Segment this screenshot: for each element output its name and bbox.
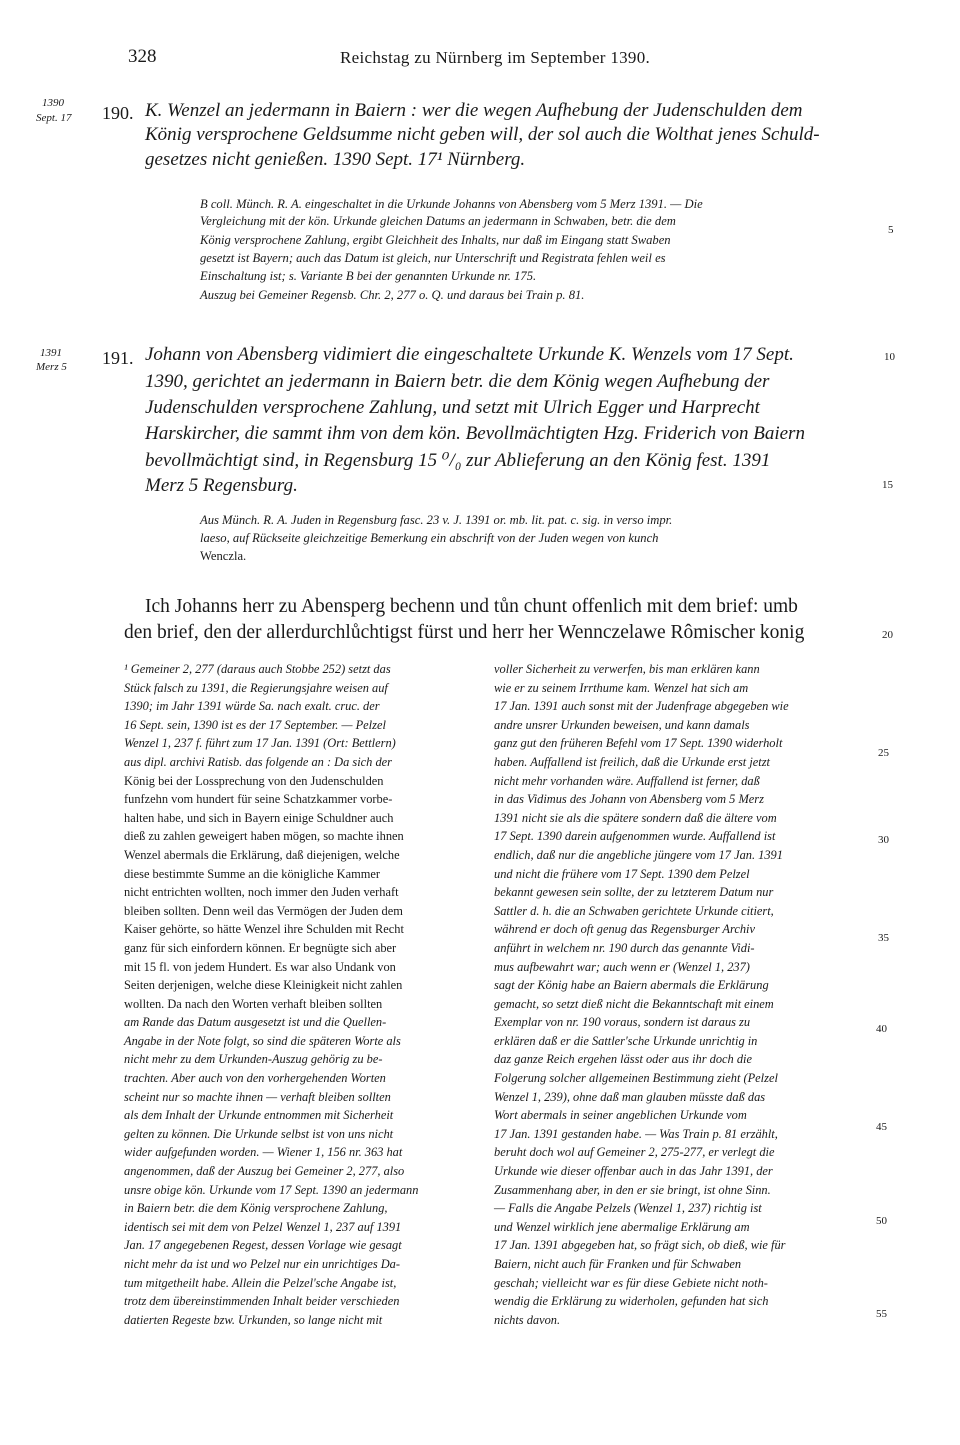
footnote-line: anführt in welchem nr. 190 durch das genannte Vidi- bbox=[494, 940, 755, 955]
source-note-line: B coll. Münch. R. A. eingeschaltet in die Urkunde Johanns von Abensberg vom 5 Merz 1391. — Die bbox=[200, 197, 703, 211]
footnote-line: identisch sei mit dem von Pelzel Wenzel 1, 237 auf 1391 bbox=[124, 1219, 402, 1234]
footnote-line: am Rande das Datum ausgesetzt ist und die Quellen- bbox=[124, 1015, 387, 1030]
footnote-line: bleiben sollten. Denn weil das Vermögen der Juden dem bbox=[124, 903, 403, 918]
footnote-line: unsre obige kön. Urkunde vom 17 Sept. 1390 an jedermann bbox=[124, 1182, 419, 1197]
footnote-line: in Baiern betr. die dem König versprochene Zahlung, bbox=[124, 1201, 388, 1216]
regest-line: Johann von Abensberg vidimiert die eingeschaltete Urkunde K. Wenzels vom 17 Sept. bbox=[145, 344, 794, 365]
footnote-line: sagt der König habe an Baiern abermals die Erklärung bbox=[494, 978, 769, 993]
footnote-line: nicht entrichten wollten, noch immer den Juden verhaft bbox=[124, 885, 399, 900]
footnote-line: nicht mehr da ist und wo Pelzel nur ein unrichtiges Da- bbox=[124, 1257, 401, 1271]
footnote-line: 1390; im Jahr 1391 würde Sa. nach exalt. cruc. der bbox=[124, 699, 380, 714]
footnote-line: nicht mehr vorhanden wäre. Auffallend ist ferner, daß bbox=[494, 773, 760, 788]
footnote-line: Kaiser gehörte, so hätte Wenzel ihre Schulden mit Recht bbox=[124, 922, 404, 937]
margin-date-day: Merz 5 bbox=[36, 361, 67, 373]
footnote-line: ganz gut den früheren Befehl vom 17 Sept. 1390 widerholt bbox=[494, 736, 783, 751]
page-number: 328 bbox=[128, 46, 157, 67]
footnote-line: Baiern, nicht auch für Franken und für Schwaben bbox=[494, 1257, 742, 1271]
footnote-line: wie er zu seinem Irrthume kam. Wenzel hat sich am bbox=[494, 680, 749, 695]
footnote-line: Wenzel abermals die Erklärung, daß diejenigen, welche bbox=[124, 847, 400, 862]
line-number: 40 bbox=[876, 1023, 887, 1035]
footnote-line: endlich, daß nur die angebliche jüngere vom 17 Jan. 1391 bbox=[494, 847, 783, 862]
footnote-line: datierten Regeste bzw. Urkunden, so lange nicht mit bbox=[124, 1312, 383, 1327]
footnote-line: Wenzel 1, 239), ohne daß man glauben müsste daß das bbox=[494, 1089, 766, 1104]
line-number: 55 bbox=[876, 1308, 887, 1320]
footnote-line: funfzehn vom hundert für seine Schatzkammer vorbe- bbox=[124, 792, 393, 807]
regest-line: gesetzes nicht genießen. 1390 Sept. 17¹ Nürnberg. bbox=[145, 149, 526, 170]
source-note-line: gesetzt ist Bayern; auch das Datum ist gleich, nur Unterschrift und Registrata fehlen weil es bbox=[200, 251, 666, 265]
footnote-line: nicht mehr zu dem Urkunden-Auszug gehörig zu be- bbox=[124, 1052, 383, 1067]
footnote-line: bekannt gewesen sein sollte, der zu letzterem Datum nur bbox=[494, 885, 774, 900]
footnote-line: halten habe, und sich in Bayern einige Schuldner auch bbox=[124, 810, 394, 825]
footnote-line: wendig die Erklärung zu widerholen, gefunden hat sich bbox=[494, 1294, 769, 1309]
margin-date-day: Sept. 17 bbox=[36, 112, 72, 124]
line-number: 50 bbox=[876, 1215, 887, 1227]
line-number: 20 bbox=[882, 629, 893, 641]
footnote-line: ganz für sich einfordern können. Er begnügte sich aber bbox=[124, 940, 397, 955]
regest-line: Harskircher, die sammt ihm von dem kön. Bevollmächtigten Hzg. Friderich von Baiern bbox=[145, 423, 805, 444]
document-text-line: Ich Johanns herr zu Abensperg bechenn und tůn chunt offenlich mit dem brief: umb bbox=[145, 596, 798, 617]
line-number: 10 bbox=[884, 351, 895, 363]
footnote-line: Sattler d. h. die an Schwaben gerichtete Urkunde citiert, bbox=[494, 903, 774, 918]
footnote-line: 16 Sept. sein, 1390 ist es der 17 September. — Pelzel bbox=[124, 717, 386, 732]
footnote-line: und nicht die frühere vom 17 Sept. 1390 dem Pelzel bbox=[494, 866, 750, 881]
document-text-line: den brief, den der allerdurchlůchtigst fürst und herr her Wennczelawe Rômischer konig bbox=[124, 622, 805, 643]
regest-line: Judenschulden versprochene Zahlung, und setzt mit Ulrich Egger und Harprecht bbox=[145, 397, 760, 418]
footnote-line: erklären daß er die Sattler'sche Urkunde unrichtig in bbox=[494, 1033, 758, 1048]
footnote-line: voller Sicherheit zu verwerfen, bis man erklären kann bbox=[494, 662, 760, 676]
footnote-column-left bbox=[124, 660, 418, 1329]
footnote-line: geschah; vielleicht war es für diese Gebiete nicht noth- bbox=[494, 1275, 768, 1290]
line-number: 25 bbox=[878, 747, 889, 759]
footnote-line: und Wenzel wirklich jene abermalige Erklärung am bbox=[494, 1219, 750, 1234]
footnote-line: 17 Jan. 1391 auch sonst mit der Judenfrage abgegeben wie bbox=[494, 699, 789, 714]
footnote-line: scheint nur so machte ihnen — verhaft bleiben sollten bbox=[124, 1089, 391, 1104]
regest-line: Merz 5 Regensburg. bbox=[145, 475, 298, 496]
footnote-line: wider aufgefunden worden. — Wiener 1, 156 nr. 363 hat bbox=[124, 1145, 403, 1160]
footnote-line: mus aufbewahrt war; auch wenn er (Wenzel 1, 237) bbox=[494, 959, 750, 974]
footnote-line: Jan. 17 angegebenen Regest, dessen Vorlage wie gesagt bbox=[124, 1238, 402, 1253]
footnote-line: 17 Jan. 1391 abgegeben hat, so frägt sich, ob dieß, wie für bbox=[494, 1238, 786, 1253]
footnote-line: trachten. Aber auch von den vorhergehenden Worten bbox=[124, 1071, 386, 1086]
footnote-line: wollten. Da nach den Worten verhaft bleiben sollten bbox=[124, 996, 383, 1011]
footnote-line: beruht doch wol auf Gemeiner 2, 275-277, er verlegt die bbox=[494, 1145, 775, 1160]
footnote-line: — Falls die Angabe Pelzels (Wenzel 1, 237) richtig ist bbox=[494, 1201, 762, 1216]
footnote-line: mit 15 fl. von jedem Hundert. Es war also Undank von bbox=[124, 959, 396, 974]
footnote-line: Folgerung solcher allgemeinen Bestimmung zieht (Pelzel bbox=[494, 1071, 778, 1086]
source-note-line: König versprochene Zahlung, ergibt Gleichheit des Inhalts, nur daß im Eingang statt Swaben bbox=[200, 233, 671, 247]
footnote-line: in das Vidimus des Johann von Abensberg vom 5 Merz bbox=[494, 792, 764, 807]
footnote-line: als dem Inhalt der Urkunde entnommen mit Sicherheit bbox=[124, 1108, 394, 1123]
footnote-line: Seiten derjenigen, welche diese Kleinigkeit nicht zahlen bbox=[124, 978, 403, 993]
footnote-line: aus dipl. archivi Ratisb. das folgende an : Da sich der bbox=[124, 754, 392, 769]
regest-line: bevollmächtigt sind, in Regensburg 15 ⁰/₀ zur Ablieferung an den König fest. 1391 bbox=[145, 450, 771, 471]
line-number: 5 bbox=[888, 224, 894, 236]
footnote-line: Zusammenhang aber, in den er sie bringt, ist ohne Sinn. bbox=[494, 1182, 771, 1197]
footnote-line: Exemplar von nr. 190 voraus, sondern ist daraus zu bbox=[494, 1015, 751, 1030]
regest-line: König versprochene Geldsumme nicht geben will, der sol auch die Wolthat jenes Schuld- bbox=[145, 124, 820, 145]
regest-line: K. Wenzel an jedermann in Baiern : wer die wegen Aufhebung der Judenschulden dem bbox=[145, 100, 803, 121]
footnote-line: Wenzel 1, 237 f. führt zum 17 Jan. 1391 (Ort: Bettlern) bbox=[124, 736, 396, 751]
footnote-line: dieß zu zahlen geweigert haben mögen, so machte ihnen bbox=[124, 829, 404, 844]
footnote-line: 17 Jan. 1391 gestanden habe. — Was Train p. 81 erzählt, bbox=[494, 1126, 778, 1141]
footnote-line: ¹ Gemeiner 2, 277 (daraus auch Stobbe 252) setzt das bbox=[124, 662, 391, 676]
footnote-line: König bei der Lossprechung von den Judenschulden bbox=[124, 773, 384, 788]
footnote-line: Angabe in der Note folgt, so sind die späteren Worte als bbox=[124, 1033, 401, 1048]
footnote-line: andre unsrer Urkunden beweisen, und kann damals bbox=[494, 717, 750, 732]
footnote-line: 17 Sept. 1390 darein aufgenommen wurde. Auffallend ist bbox=[494, 829, 776, 844]
line-number: 35 bbox=[878, 932, 889, 944]
source-line: Aus Münch. R. A. Juden in Regensburg fasc. 23 v. J. 1391 or. mb. lit. pat. c. sig. in verso impr. bbox=[200, 513, 673, 527]
source-line: Wenczla. bbox=[200, 549, 247, 563]
footnote-line: gelten zu können. Die Urkunde selbst ist von uns nicht bbox=[124, 1126, 394, 1141]
footnote-line: Wort abermals in seiner angeblichen Urkunde vom bbox=[494, 1108, 747, 1123]
footnote-line: haben. Auffallend ist freilich, daß die Urkunde erst jetzt bbox=[494, 754, 770, 769]
margin-date-year: 1390 bbox=[42, 97, 64, 109]
footnote-line: trotz dem übereinstimmenden Inhalt beider verschieden bbox=[124, 1294, 400, 1309]
document-number: 190. bbox=[102, 103, 134, 123]
regest-line: 1390, gerichtet an jedermann in Baiern betr. die dem König wegen Aufhebung der bbox=[145, 371, 770, 392]
footnote-line: nichts davon. bbox=[494, 1312, 561, 1327]
footnote-line: angenommen, daß der Auszug bei Gemeiner 2, 277, also bbox=[124, 1164, 405, 1179]
footnote-line: tum mitgetheilt habe. Allein die Pelzel'sche Angabe ist, bbox=[124, 1275, 397, 1290]
source-line: laeso, auf Rückseite gleichzeitige Bemerkung ein abschrift von der Juden wegen von kunch bbox=[200, 531, 659, 545]
footnote-line: während er doch oft genug das Regensburger Archiv bbox=[494, 922, 755, 937]
source-note-line: Auszug bei Gemeiner Regensb. Chr. 2, 277 o. Q. und daraus bei Train p. 81. bbox=[200, 288, 585, 302]
footnote-line: Stück falsch zu 1391, die Regierungsjahre weisen auf bbox=[124, 680, 388, 695]
footnote-line: daz ganze Reich ergehen lässt oder aus ihr doch die bbox=[494, 1052, 752, 1067]
line-number: 30 bbox=[878, 834, 889, 846]
footnote-column-right bbox=[494, 660, 789, 1329]
source-note-line: Vergleichung mit der kön. Urkunde gleichen Datums an jedermann in Schwaben, betr. die dem bbox=[200, 214, 676, 228]
footnote-line: gemacht, so setzt dieß nicht die Bekanntschaft mit einem bbox=[494, 996, 774, 1011]
footnote-line: diese bestimmte Summe an die königliche Kammer bbox=[124, 866, 381, 881]
line-number: 15 bbox=[882, 479, 893, 491]
footnote-line: Urkunde wie dieser offenbar auch in das Jahr 1391, der bbox=[494, 1164, 773, 1179]
source-note-line: Einschaltung ist; s. Variante B bei der genannten Urkunde nr. 175. bbox=[200, 269, 537, 283]
running-title: Reichstag zu Nürnberg im September 1390. bbox=[340, 48, 651, 67]
footnote-line: 1391 nicht sie als die spätere sondern daß die ältere vom bbox=[494, 810, 777, 825]
document-number: 191. bbox=[102, 348, 134, 368]
line-number: 45 bbox=[876, 1121, 887, 1133]
margin-date-year: 1391 bbox=[40, 347, 62, 359]
